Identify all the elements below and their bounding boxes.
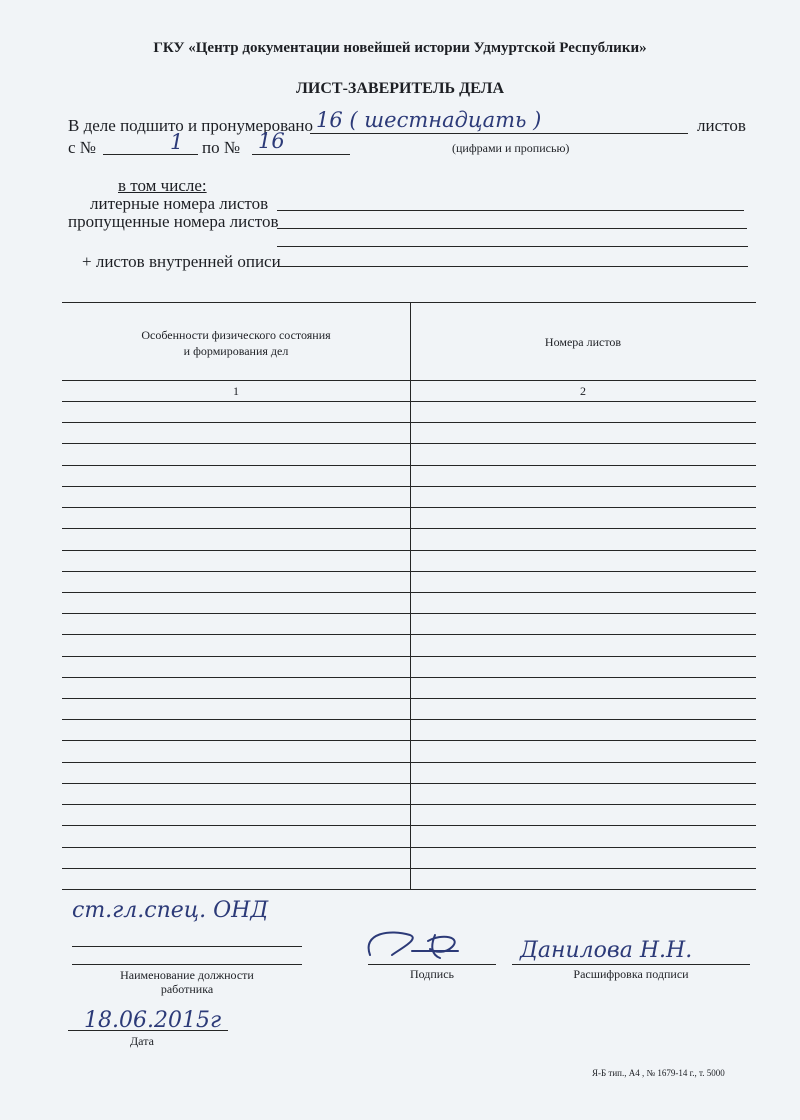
- position-label-line2: работника: [160, 982, 214, 996]
- col2-header: Номера листов: [544, 335, 622, 349]
- numbering-hint: (цифрами и прописью): [452, 141, 570, 155]
- table-row: [62, 571, 756, 572]
- count-line: [310, 133, 688, 134]
- from-label: с №: [68, 138, 97, 157]
- table-row: [62, 443, 756, 444]
- signature-label: Подпись: [409, 967, 455, 981]
- table-row: [62, 656, 756, 657]
- table-row: [62, 507, 756, 508]
- col1-number: 1: [233, 384, 239, 398]
- handwritten-count: 16 ( шестнадцать ): [316, 108, 542, 132]
- table-row: [62, 868, 756, 869]
- numbering-suffix: листов: [697, 116, 746, 135]
- from-value: 1: [170, 130, 184, 154]
- internal-label: + листов внутренней описи: [82, 252, 281, 271]
- col1-header-line2: и формирования дел: [183, 344, 289, 358]
- litera-line: [277, 210, 744, 211]
- handwritten-date: 18.06.2015г: [84, 1008, 222, 1033]
- handwritten-name: Данилова Н.Н.: [520, 938, 693, 963]
- table-row: [62, 465, 756, 466]
- table-row: [62, 847, 756, 848]
- date-line: [68, 1030, 228, 1031]
- table-row: [62, 550, 756, 551]
- table-row: [62, 740, 756, 741]
- signature-line: [368, 964, 496, 965]
- print-info: Я-Б тип., А4 , № 1679-14 г., т. 5000: [592, 1068, 725, 1078]
- table-row: [62, 889, 756, 890]
- position-label-line1: Наименование должности: [120, 968, 254, 982]
- table-row: [62, 486, 756, 487]
- table-row: [62, 719, 756, 720]
- table-top-border: [62, 302, 756, 303]
- missing-line: [277, 228, 747, 229]
- table-row: [62, 698, 756, 699]
- table-row: [62, 825, 756, 826]
- col1-header-line1: Особенности физического состояния: [141, 328, 331, 342]
- missing-label: пропущенные номера листов: [68, 212, 279, 231]
- to-label: по №: [202, 138, 241, 157]
- handwritten-position: ст.гл.спец. ОНД: [72, 898, 269, 923]
- internal-line: [277, 266, 748, 267]
- to-line: [252, 154, 350, 155]
- date-label: Дата: [130, 1034, 154, 1048]
- table-row: [62, 804, 756, 805]
- position-line-1: [72, 946, 302, 947]
- organization-name: ГКУ «Центр документации новейшей истории Удмуртской Республики»: [153, 40, 647, 56]
- table-row: [62, 762, 756, 763]
- litera-label: литерные номера листов: [90, 194, 269, 213]
- name-label: Расшифровка подписи: [573, 967, 689, 981]
- table-row: [62, 783, 756, 784]
- position-line-2: [72, 964, 302, 965]
- table-row: [62, 677, 756, 678]
- missing-line-2: [277, 246, 748, 247]
- table-header-bottom: [62, 380, 756, 381]
- name-line: [512, 964, 750, 965]
- table-row: [62, 422, 756, 423]
- to-value: 16: [258, 129, 285, 153]
- table-row: [62, 613, 756, 614]
- from-line: [103, 154, 198, 155]
- table-row: [62, 634, 756, 635]
- table-row: [62, 592, 756, 593]
- document-title: ЛИСТ-ЗАВЕРИТЕЛЬ ДЕЛА: [295, 80, 505, 97]
- col2-number: 2: [580, 384, 586, 398]
- table-row: [62, 401, 756, 402]
- table-row: [62, 528, 756, 529]
- including-heading: в том числе:: [118, 176, 207, 195]
- numbering-prefix: В деле подшито и пронумеровано: [68, 116, 314, 135]
